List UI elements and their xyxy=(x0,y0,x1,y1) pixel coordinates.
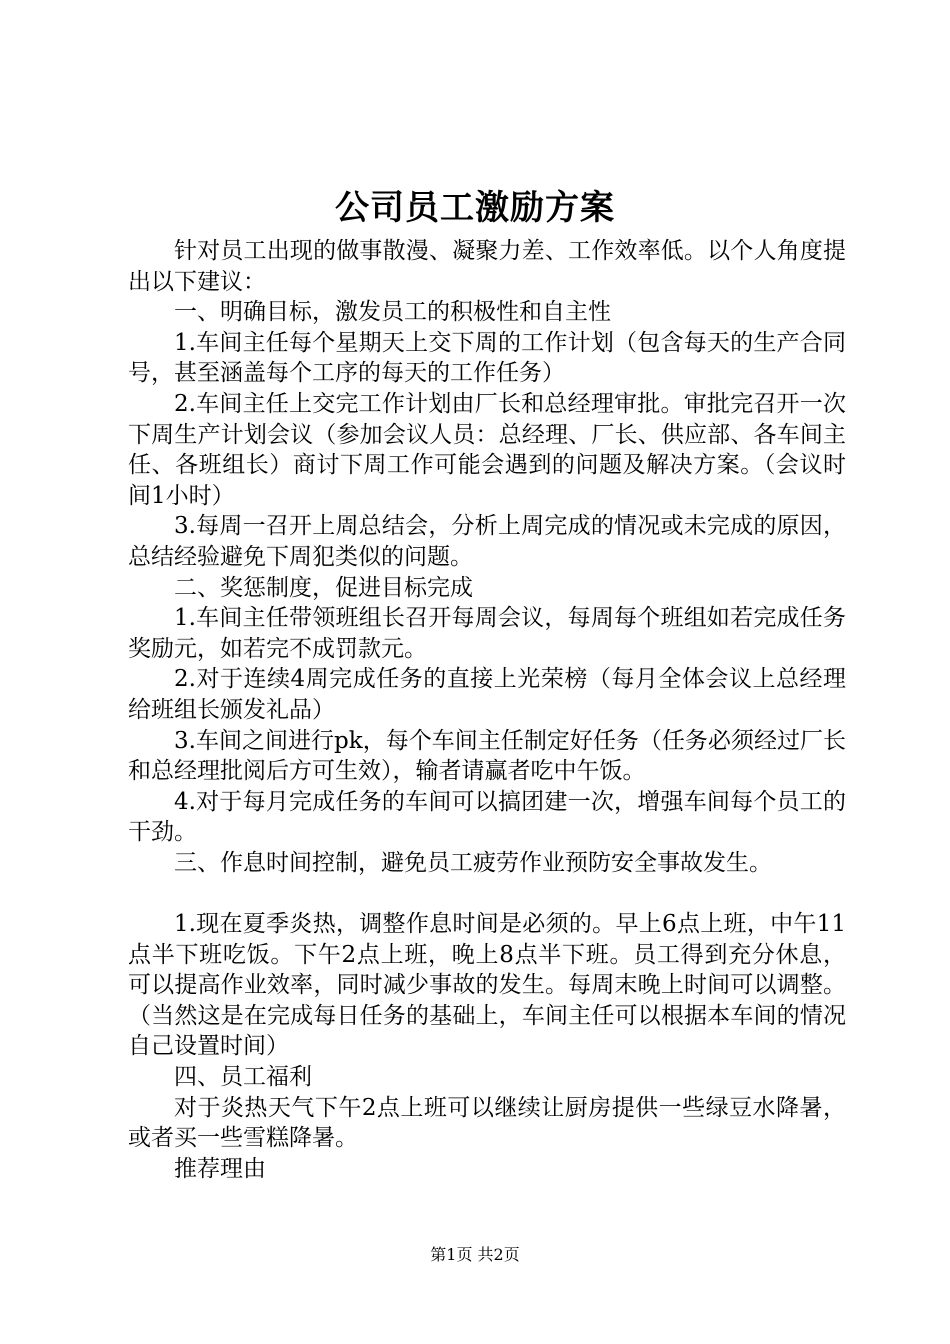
section-3-item-1: 1.现在夏季炎热，调整作息时间是必须的。早上6点上班，中午11点半下班吃饭。下午2点上班，晚上8点半下班。员工得到充分休息，可以提高作业效率，同时减少事故的发生。每周末晚上时间可以调整。（当然这是在完成每日任务的基础上，车间主任可以根据本车间的情况自己设置时间） xyxy=(128,911,846,1060)
section-1-item-2: 2.车间主任上交完工作计划由厂长和总经理审批。审批完召开一次下周生产计划会议（参加会议人员：总经理、厂长、供应部、各车间主任、各班组长）商讨下周工作可能会遇到的问题及解决方案。（会议时间1小时） xyxy=(128,390,846,509)
section-2-item-3: 3.车间之间进行pk，每个车间主任制定好任务（任务必须经过厂长和总经理批阅后方可生效），输者请赢者吃中午饭。 xyxy=(128,727,846,785)
section-2-item-4: 4.对于每月完成任务的车间可以搞团建一次，增强车间每个员工的干劲。 xyxy=(128,788,846,846)
section-1-item-3: 3.每周一召开上周总结会，分析上周完成的情况或未完成的原因，总结经验避免下周犯类似的问题。 xyxy=(128,513,846,570)
section-2-item-1: 1.车间主任带领班组长召开每周会议，每周每个班组如若完成任务奖励元，如若完不成罚款元。 xyxy=(128,605,846,662)
document-body xyxy=(128,236,846,1184)
document-title: 公司员工激励方案 xyxy=(335,188,615,228)
section-heading-4: 四、员工福利 xyxy=(174,1064,312,1091)
section-2-item-2: 2.对于连续4周完成任务的直接上光荣榜（每月全体会议上总经理给班组长颁发礼品） xyxy=(128,666,846,723)
section-heading-2: 二、奖惩制度，促进目标完成 xyxy=(174,574,473,601)
intro-paragraph: 针对员工出现的做事散漫、凝聚力差、工作效率低。以个人角度提出以下建议： xyxy=(128,238,846,295)
section-4-item-1: 对于炎热天气下午2点上班可以继续让厨房提供一些绿豆水降暑，或者买一些雪糕降暑。 xyxy=(128,1094,846,1152)
blank-line xyxy=(128,878,846,909)
section-heading-3: 三、作息时间控制，避免员工疲劳作业预防安全事故发生。 xyxy=(174,849,772,876)
recommendation-label: 推荐理由 xyxy=(174,1155,266,1182)
section-1-item-1: 1.车间主任每个星期天上交下周的工作计划（包含每天的生产合同号，甚至涵盖每个工序的每天的工作任务） xyxy=(128,329,846,387)
page-footer: 第1页 共2页 xyxy=(430,1245,520,1264)
section-heading-1: 一、明确目标，激发员工的积极性和自主性 xyxy=(174,299,611,326)
